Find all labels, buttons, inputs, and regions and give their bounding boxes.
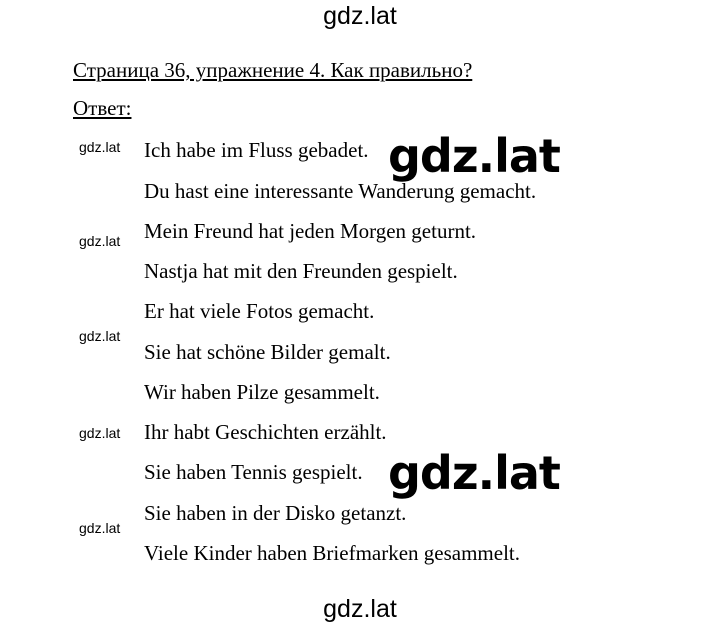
- sentence-11: Viele Kinder haben Briefmarken gesammelt.: [144, 541, 521, 565]
- watermark-small-5: gdz.lat: [79, 520, 121, 536]
- sentence-10: Sie haben in der Disko getanzt.: [144, 501, 407, 525]
- sentence-1: Ich habe im Fluss gebadet.: [144, 138, 369, 162]
- watermark-small-3: gdz.lat: [79, 328, 121, 344]
- answer-label: Ответ:: [73, 96, 132, 120]
- sentence-6: Sie hat schöne Bilder gemalt.: [144, 340, 391, 364]
- exercise-heading: Страница 36, упражнение 4. Как правильно?: [73, 58, 473, 82]
- watermark-large-2: gdz.lat: [388, 446, 560, 500]
- watermark-small-1: gdz.lat: [79, 139, 121, 155]
- watermark-top: gdz.lat: [323, 2, 397, 30]
- watermark-large-1: gdz.lat: [388, 129, 560, 183]
- watermark-small-4: gdz.lat: [79, 425, 121, 441]
- watermark-bottom: gdz.lat: [323, 595, 397, 623]
- sentence-4: Nastja hat mit den Freunden gespielt.: [144, 259, 458, 283]
- sentence-8: Ihr habt Geschichten erzählt.: [144, 420, 387, 444]
- sentence-5: Er hat viele Fotos gemacht.: [144, 299, 375, 323]
- watermark-small-2: gdz.lat: [79, 233, 121, 249]
- sentence-3: Mein Freund hat jeden Morgen geturnt.: [144, 219, 477, 243]
- sentence-7: Wir haben Pilze gesammelt.: [144, 380, 380, 404]
- sentence-2: Du hast eine interessante Wanderung gemacht.: [144, 179, 537, 203]
- sentence-9: Sie haben Tennis gespielt.: [144, 460, 363, 484]
